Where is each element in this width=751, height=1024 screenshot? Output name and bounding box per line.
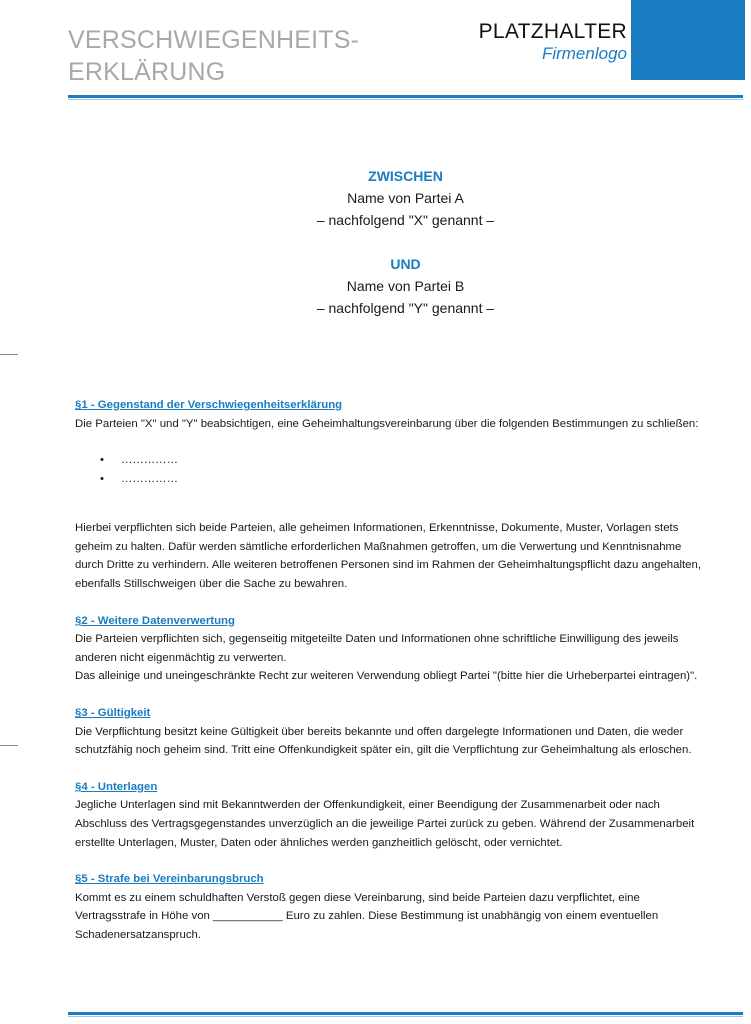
- section-heading: §5 - Strafe bei Vereinbarungsbruch: [75, 873, 264, 886]
- section-3: [75, 704, 745, 760]
- section-4: [75, 778, 745, 852]
- parties-block: [68, 165, 743, 319]
- section-body: Kommt es zu einem schuldhaften Verstoß gegen diese Vereinbarung, sind beide Parteien dazu verpflichtet, eine Vertragsstrafe in Höhe von ___________ Euro zu zahlen. Diese Bestimmung ist unabhängig von einem eventuellen Schadenersatzanspruch.: [75, 891, 659, 941]
- header-divider: [68, 95, 743, 98]
- document-title-line-1: VERSCHWIEGENHEITS-: [68, 26, 360, 54]
- logo-color-block: [631, 0, 745, 80]
- section-heading: §2 - Weitere Datenverwertung: [75, 614, 235, 627]
- fold-mark-bottom: [0, 745, 18, 746]
- section-body: Hierbei verpflichten sich beide Parteien, alle geheimen Informationen, Erkenntnisse, Dokumente, Muster, Vorlagen stets geheim zu halten. Dafür werden sämtliche erforderlichen Maßnahmen getroffen, um die Verwertung und Kenntnisnahme durch Dritte zu verhindern. Alle weiteren betroffenen Personen sind im Rahmen der Geheimhaltungspflicht dazu angehalten, ebenfalls Stillschweigen über die Sache zu bewahren.: [75, 522, 702, 590]
- list-item: • ……………: [75, 451, 745, 470]
- section-intro: Die Parteien "X" und "Y" beabsichtigen, eine Geheimhaltungsvereinbarung über die folgenden Bestimmungen zu schließen:: [75, 417, 699, 430]
- section-heading: §4 - Unterlagen: [75, 780, 158, 793]
- bullet-list: [75, 451, 745, 489]
- bullet-icon: •: [100, 454, 104, 467]
- section-1: [75, 396, 745, 594]
- logo-placeholder: [479, 20, 627, 64]
- party-a-alias: – nachfolgend "X" genannt –: [316, 212, 495, 228]
- section-heading: §1 - Gegenstand der Verschwiegenheitserklärung: [75, 399, 343, 411]
- logo-main-text: PLATZHALTER: [478, 20, 627, 43]
- document-title-line-2: ERKLÄRUNG: [68, 58, 226, 86]
- bullet-icon: •: [100, 473, 104, 486]
- footer-divider: [68, 1012, 743, 1015]
- party-a-name: Name von Partei A: [347, 190, 464, 206]
- agreement-body: [75, 396, 745, 944]
- and-label: UND: [390, 256, 421, 272]
- between-label: ZWISCHEN: [368, 168, 443, 184]
- party-b-alias: – nachfolgend "Y" genannt –: [316, 300, 495, 316]
- section-body: Die Verpflichtung besitzt keine Gültigkeit über bereits bekannte und offen dargelegte Informationen und Daten, die weder schutzfähig noch geheim sind. Tritt eine Offenkundigkeit später ein, gilt die Verpflichtung zur Geheimhaltung als erloschen.: [75, 725, 692, 757]
- section-heading: §3 - Gültigkeit: [75, 706, 151, 719]
- fold-mark-top: [0, 354, 18, 355]
- section-body: Jegliche Unterlagen sind mit Bekanntwerden der Offenkundigkeit, einer Beendigung der Zusammenarbeit oder nach Abschluss des Vertragsgegenstandes unverzüglich an die jeweilige Partei zurück zu geben. Während der Zusammenarbeit erstellte Unterlagen, Muster, Daten oder ähnliches werden ganzheitlich gelöscht, oder vernichtet.: [75, 799, 695, 849]
- section-2: [75, 612, 745, 686]
- section-body: Die Parteien verpflichten sich, gegenseitig mitgeteilte Daten und Informationen ohne schriftliche Einwilligung des jeweils anderen nicht eigenmächtig zu verwerten. Das alleinige und uneingeschränkte Recht zur weiteren Verwendung obliegt Partei "(bitte hier die Urheberpartei eintragen)".: [75, 633, 698, 683]
- party-b-name: Name von Partei B: [346, 278, 465, 294]
- list-item: • ……………: [75, 470, 745, 489]
- logo-sub-text: Firmenlogo: [541, 44, 627, 63]
- document-title: [68, 24, 448, 88]
- section-5: [75, 870, 745, 944]
